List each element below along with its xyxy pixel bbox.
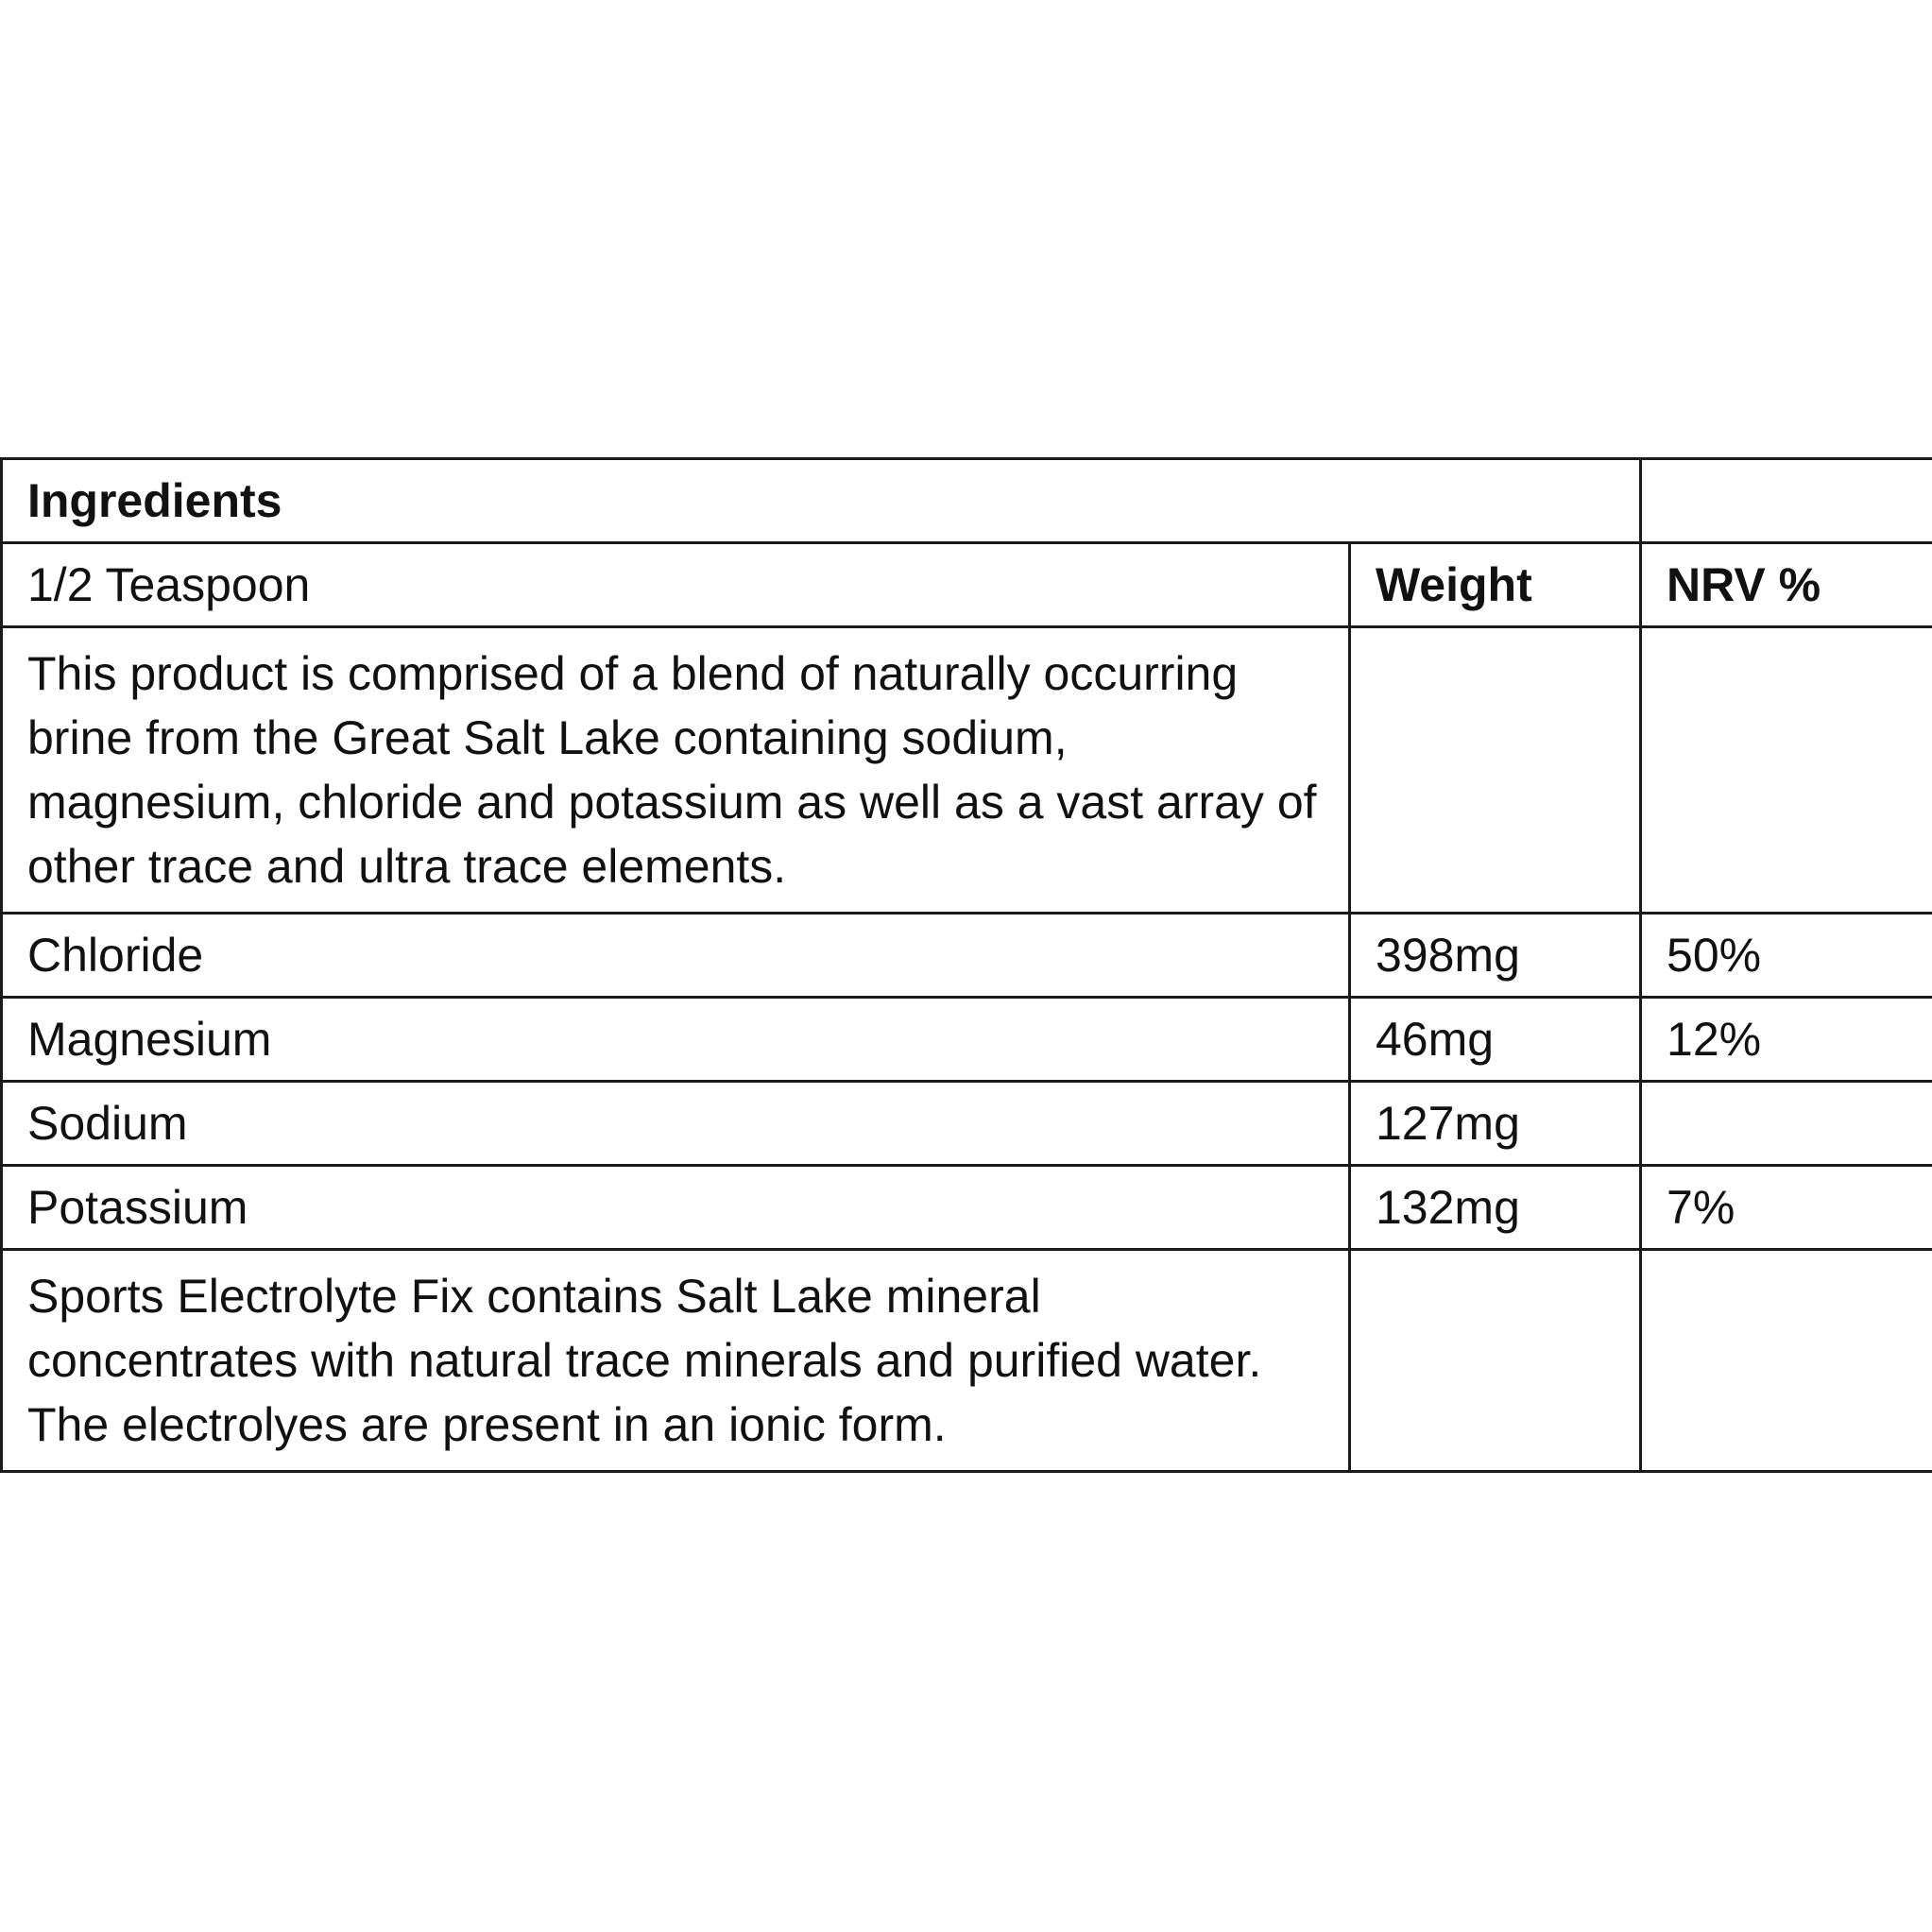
nutrient-nrv: 7% — [1641, 1166, 1932, 1250]
header-serving: 1/2 Teaspoon — [2, 543, 1350, 627]
footer-text: Sports Electrolyte Fix contains Salt Lake mineral concentrates with natural trace minerals and purified water. The electrolyes are present in an ionic form. — [2, 1250, 1350, 1472]
table-title: Ingredients — [2, 459, 1641, 543]
intro-empty-weight — [1350, 627, 1641, 914]
nutrient-name: Chloride — [2, 914, 1350, 998]
footer-empty-nrv — [1641, 1250, 1932, 1472]
nutrient-weight: 46mg — [1350, 998, 1641, 1082]
nutrient-name: Magnesium — [2, 998, 1350, 1082]
table-header-row — [2, 543, 1932, 627]
table-title-row — [2, 459, 1932, 543]
table-row — [2, 998, 1932, 1082]
table-row — [2, 914, 1932, 998]
ingredients-table-container — [0, 457, 1932, 1473]
table-row — [2, 1082, 1932, 1166]
nutrient-weight: 132mg — [1350, 1166, 1641, 1250]
nutrient-name: Potassium — [2, 1166, 1350, 1250]
nutrient-nrv: 50% — [1641, 914, 1932, 998]
nutrient-nrv — [1641, 1082, 1932, 1166]
footer-empty-weight — [1350, 1250, 1641, 1472]
header-nrv: NRV % — [1641, 543, 1932, 627]
footer-row — [2, 1250, 1932, 1472]
nutrient-nrv: 12% — [1641, 998, 1932, 1082]
nutrient-weight: 398mg — [1350, 914, 1641, 998]
header-weight: Weight — [1350, 543, 1641, 627]
nutrient-name: Sodium — [2, 1082, 1350, 1166]
title-empty-cell — [1641, 459, 1932, 543]
intro-text: This product is comprised of a blend of naturally occurring brine from the Great Salt Lake containing sodium, magnesium, chloride and potassium as well as a vast array of other trace and ultra trace elements. — [2, 627, 1350, 914]
table-row — [2, 1166, 1932, 1250]
ingredients-table — [0, 457, 1932, 1473]
nutrient-weight: 127mg — [1350, 1082, 1641, 1166]
intro-row — [2, 627, 1932, 914]
intro-empty-nrv — [1641, 627, 1932, 914]
